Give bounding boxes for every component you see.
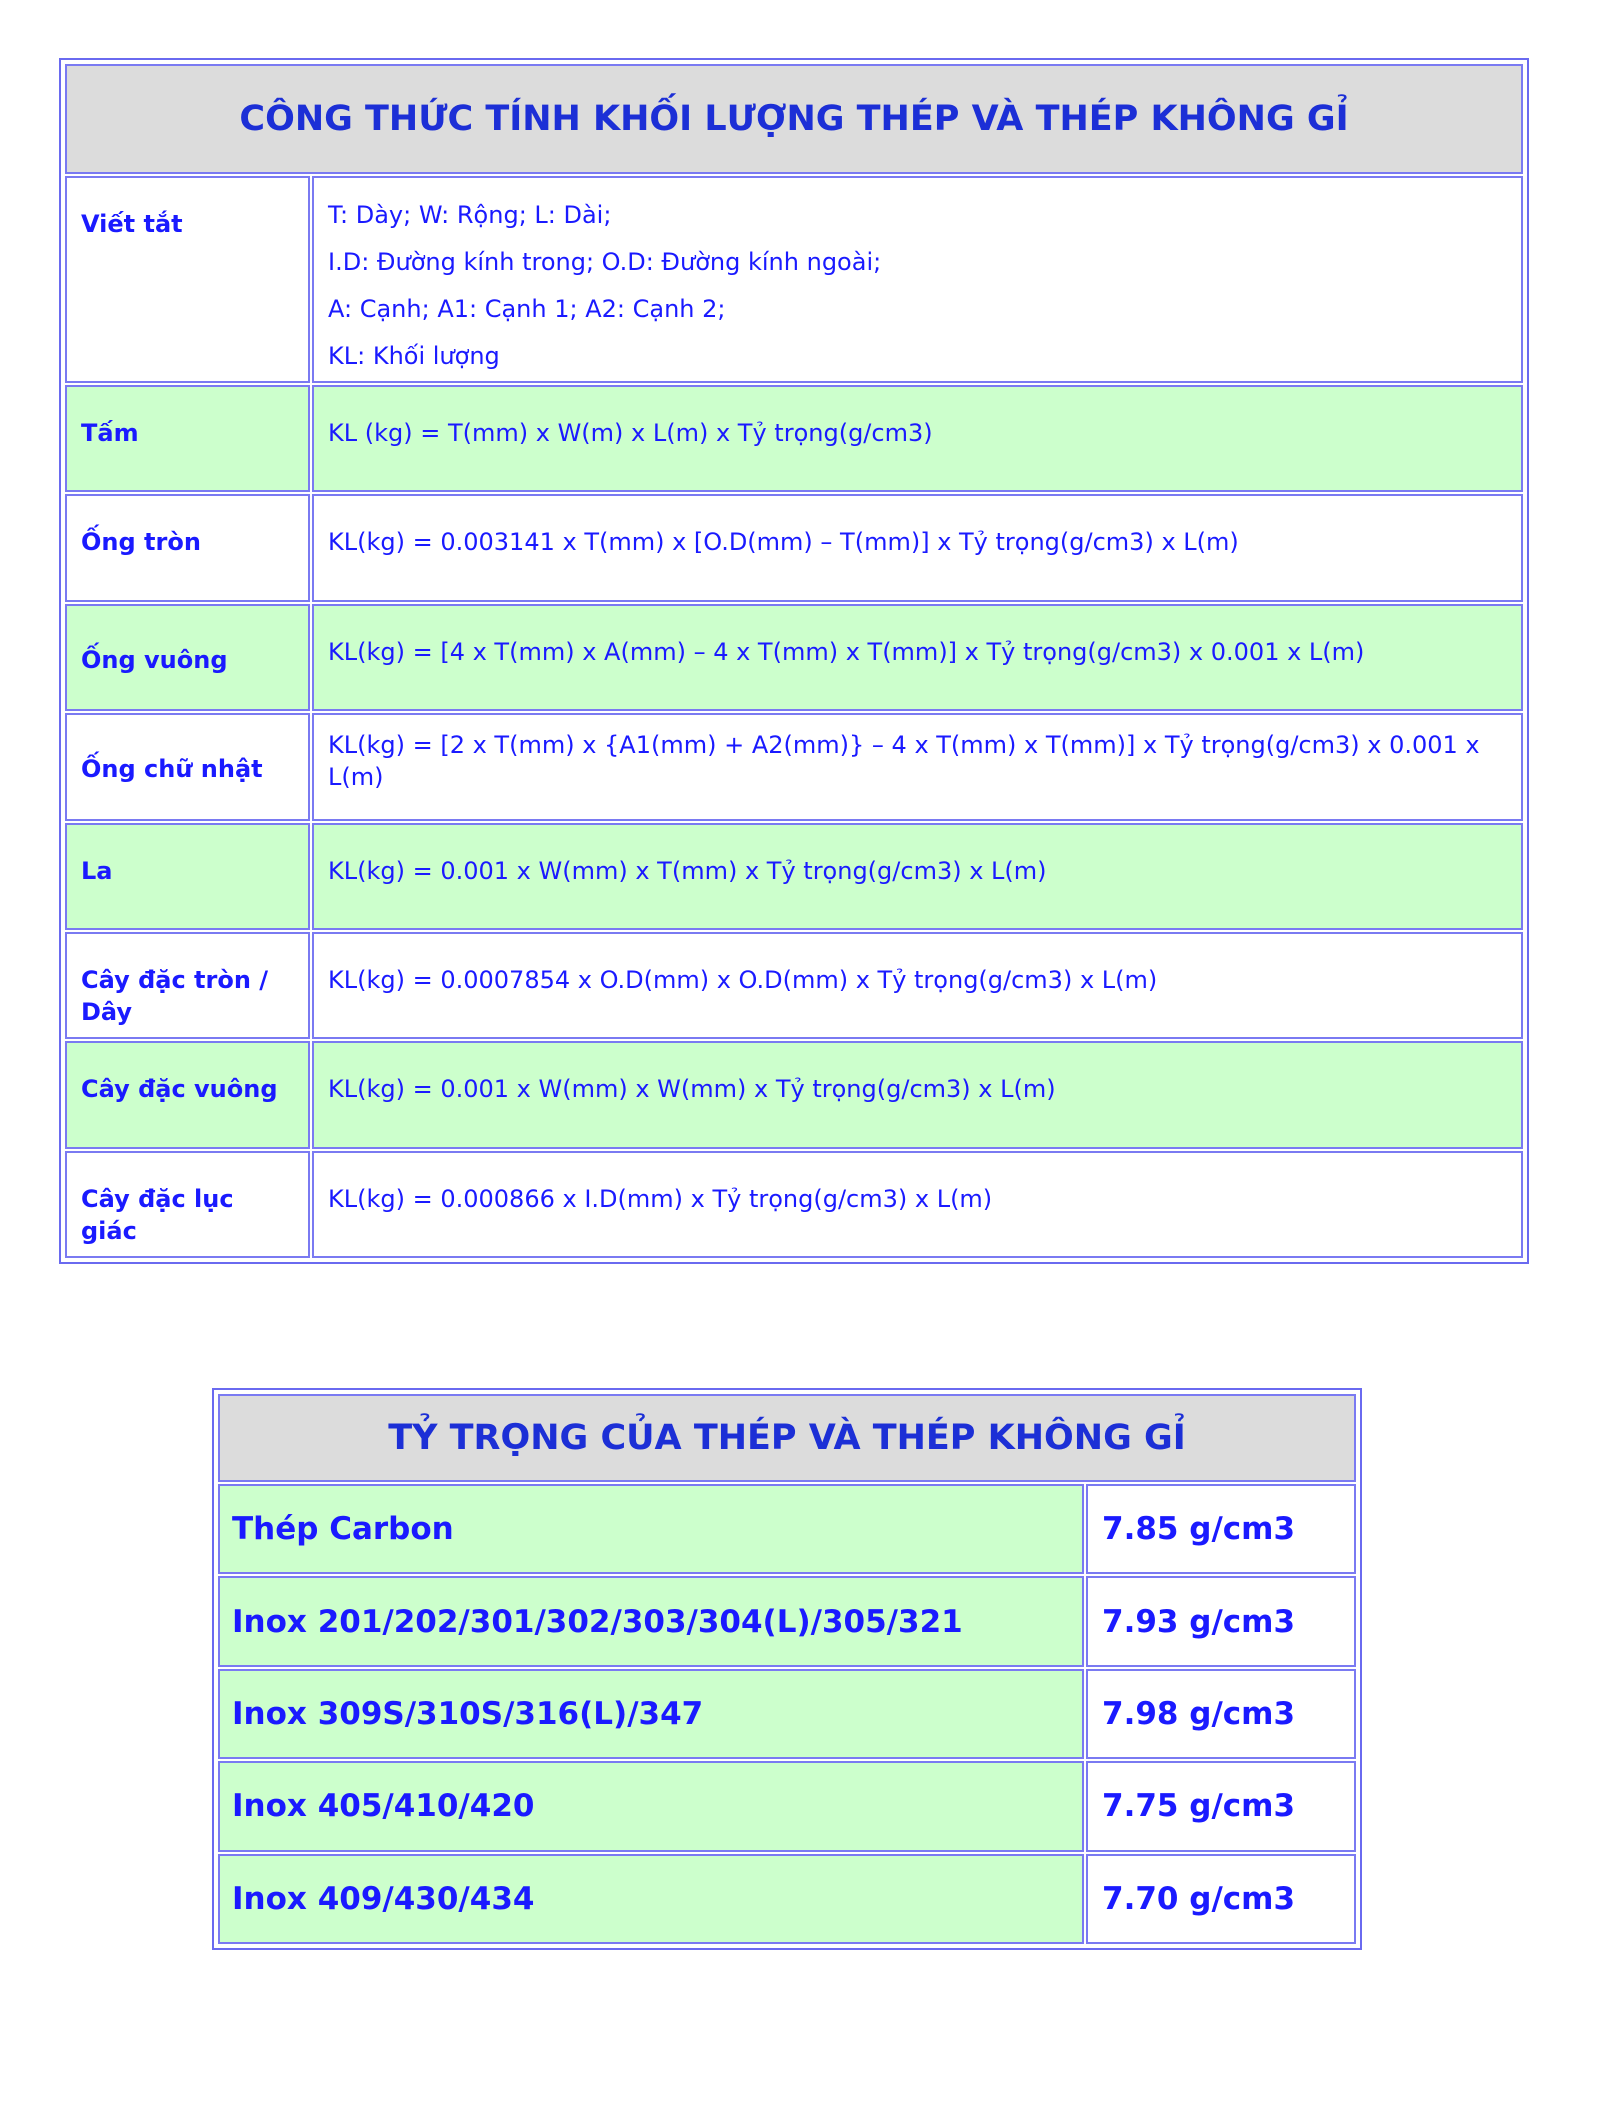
table-row: [65, 932, 1523, 1039]
row-formula: KL (kg) = T(mm) x W(m) x L(m) x Tỷ trọng(g/cm3): [312, 385, 1523, 492]
material-name: Inox 405/410/420: [218, 1761, 1084, 1851]
formula-table-title: CÔNG THỨC TÍNH KHỐI LƯỢNG THÉP VÀ THÉP KHÔNG GỈ: [65, 64, 1523, 174]
row-label: Ống tròn: [65, 494, 310, 601]
table-row: [218, 1576, 1356, 1666]
abbreviation-line: I.D: Đường kính trong; O.D: Đường kính ngoài;: [328, 248, 882, 277]
material-name: Inox 409/430/434: [218, 1854, 1084, 1944]
material-name: Inox 309S/310S/316(L)/347: [218, 1669, 1084, 1759]
table-row: [218, 1761, 1356, 1851]
row-label: Ống vuông: [65, 604, 310, 711]
abbreviation-label: Viết tắt: [65, 176, 310, 383]
row-formula: KL(kg) = 0.001 x W(mm) x T(mm) x Tỷ trọng(g/cm3) x L(m): [312, 823, 1523, 930]
table-row: [65, 1151, 1523, 1258]
table-row: [218, 1484, 1356, 1574]
table-row: [65, 713, 1523, 820]
abbreviation-line: T: Dày; W: Rộng; L: Dài;: [328, 201, 612, 230]
material-density: 7.93 g/cm3: [1086, 1576, 1356, 1666]
table-row: [65, 604, 1523, 711]
material-name: Thép Carbon: [218, 1484, 1084, 1574]
row-formula: KL(kg) = 0.001 x W(mm) x W(mm) x Tỷ trọng(g/cm3) x L(m): [312, 1041, 1523, 1148]
formula-table: [59, 58, 1529, 1264]
density-table: [212, 1388, 1362, 1950]
row-label: La: [65, 823, 310, 930]
table-row: [65, 1041, 1523, 1148]
row-formula: KL(kg) = 0.0007854 x O.D(mm) x O.D(mm) x Tỷ trọng(g/cm3) x L(m): [312, 932, 1523, 1039]
table-row: [65, 385, 1523, 492]
material-name: Inox 201/202/301/302/303/304(L)/305/321: [218, 1576, 1084, 1666]
row-formula: KL(kg) = [4 x T(mm) x A(mm) – 4 x T(mm) x T(mm)] x Tỷ trọng(g/cm3) x 0.001 x L(m): [312, 604, 1523, 711]
row-label: Ống chữ nhật: [65, 713, 310, 820]
row-label: Tấm: [65, 385, 310, 492]
material-density: 7.98 g/cm3: [1086, 1669, 1356, 1759]
row-label: Cây đặc tròn / Dây: [65, 932, 310, 1039]
row-formula: KL(kg) = 0.003141 x T(mm) x [O.D(mm) – T(mm)] x Tỷ trọng(g/cm3) x L(m): [312, 494, 1523, 601]
material-density: 7.85 g/cm3: [1086, 1484, 1356, 1574]
table-row: [65, 823, 1523, 930]
row-label: Cây đặc vuông: [65, 1041, 310, 1148]
material-density: 7.75 g/cm3: [1086, 1761, 1356, 1851]
row-label: Cây đặc lục giác: [65, 1151, 310, 1258]
table-row: [218, 1854, 1356, 1944]
table-row: [218, 1669, 1356, 1759]
abbreviation-line: A: Cạnh; A1: Cạnh 1; A2: Cạnh 2;: [328, 295, 726, 324]
row-formula: KL(kg) = [2 x T(mm) x {A1(mm) + A2(mm)} – 4 x T(mm) x T(mm)] x Tỷ trọng(g/cm3) x 0.001 x L(m): [312, 713, 1523, 820]
table-row: [65, 494, 1523, 601]
material-density: 7.70 g/cm3: [1086, 1854, 1356, 1944]
row-formula: KL(kg) = 0.000866 x I.D(mm) x Tỷ trọng(g/cm3) x L(m): [312, 1151, 1523, 1258]
density-table-title: TỶ TRỌNG CỦA THÉP VÀ THÉP KHÔNG GỈ: [218, 1394, 1356, 1482]
abbreviation-line: KL: Khối lượng: [328, 342, 500, 371]
abbreviation-lines: [312, 176, 1523, 383]
